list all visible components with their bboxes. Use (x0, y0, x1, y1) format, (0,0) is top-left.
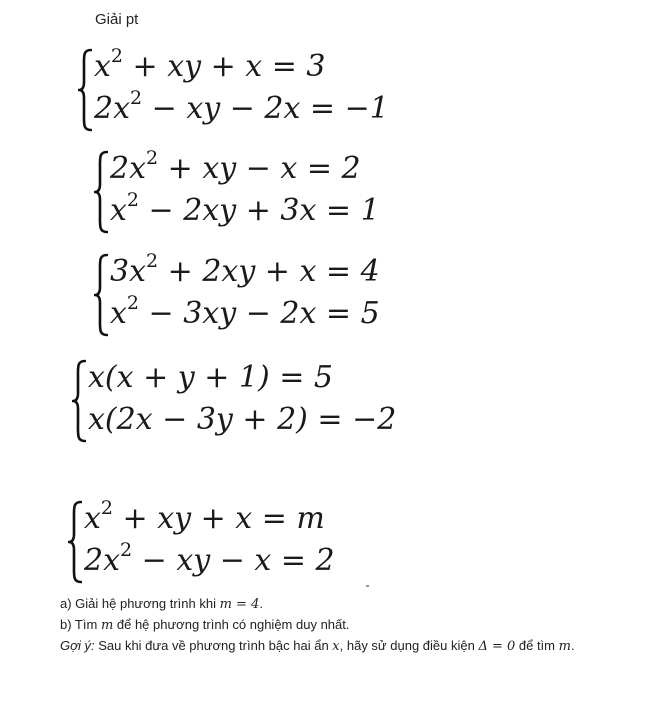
equation-5-2: $2x^2$ − xy − x = 2 (84, 538, 335, 578)
note-a: a) Giải hệ phương trình khi m = 4. (60, 596, 263, 612)
left-brace-icon (94, 150, 108, 234)
equation-2-2: $x^2 - 2xy + 3x = 1$ (110, 188, 380, 228)
note-b: b) Tìm m để hệ phương trình có nghiệm duy nhất. (60, 617, 350, 633)
equation-3-1: $3x^2 + 2xy + x = 4$ (110, 249, 380, 289)
equation-3-2: $x^2 - 3xy - 2x = 5$ (110, 291, 380, 331)
page-title: Giải pt (95, 11, 139, 28)
equation-4-2: x(2x − 3y + 2) = −2 (88, 402, 397, 437)
equation-4-1: x(x + y + 1) = 5 (88, 360, 333, 395)
problem-notes (60, 593, 575, 656)
left-brace-icon (78, 48, 92, 132)
note-hint: Gợi ý: Sau khi đưa về phương trình bậc hai ẩn x, hãy sử dụng điều kiện Δ = 0 để tìm m. (60, 638, 575, 654)
left-brace-icon (72, 359, 86, 443)
stray-mark (366, 585, 369, 587)
left-brace-icon (68, 500, 82, 584)
equation-2-1: $2x^2$ + xy − x = 2 (110, 146, 361, 186)
equation-1-2: $2x^2$ − xy − 2x = −1 (94, 86, 389, 126)
left-brace-icon (94, 253, 108, 337)
equation-5-1: $x^2$ + xy + x = m (84, 496, 325, 536)
equation-1-1: $x^2$ + xy + x = 3 (94, 44, 326, 84)
